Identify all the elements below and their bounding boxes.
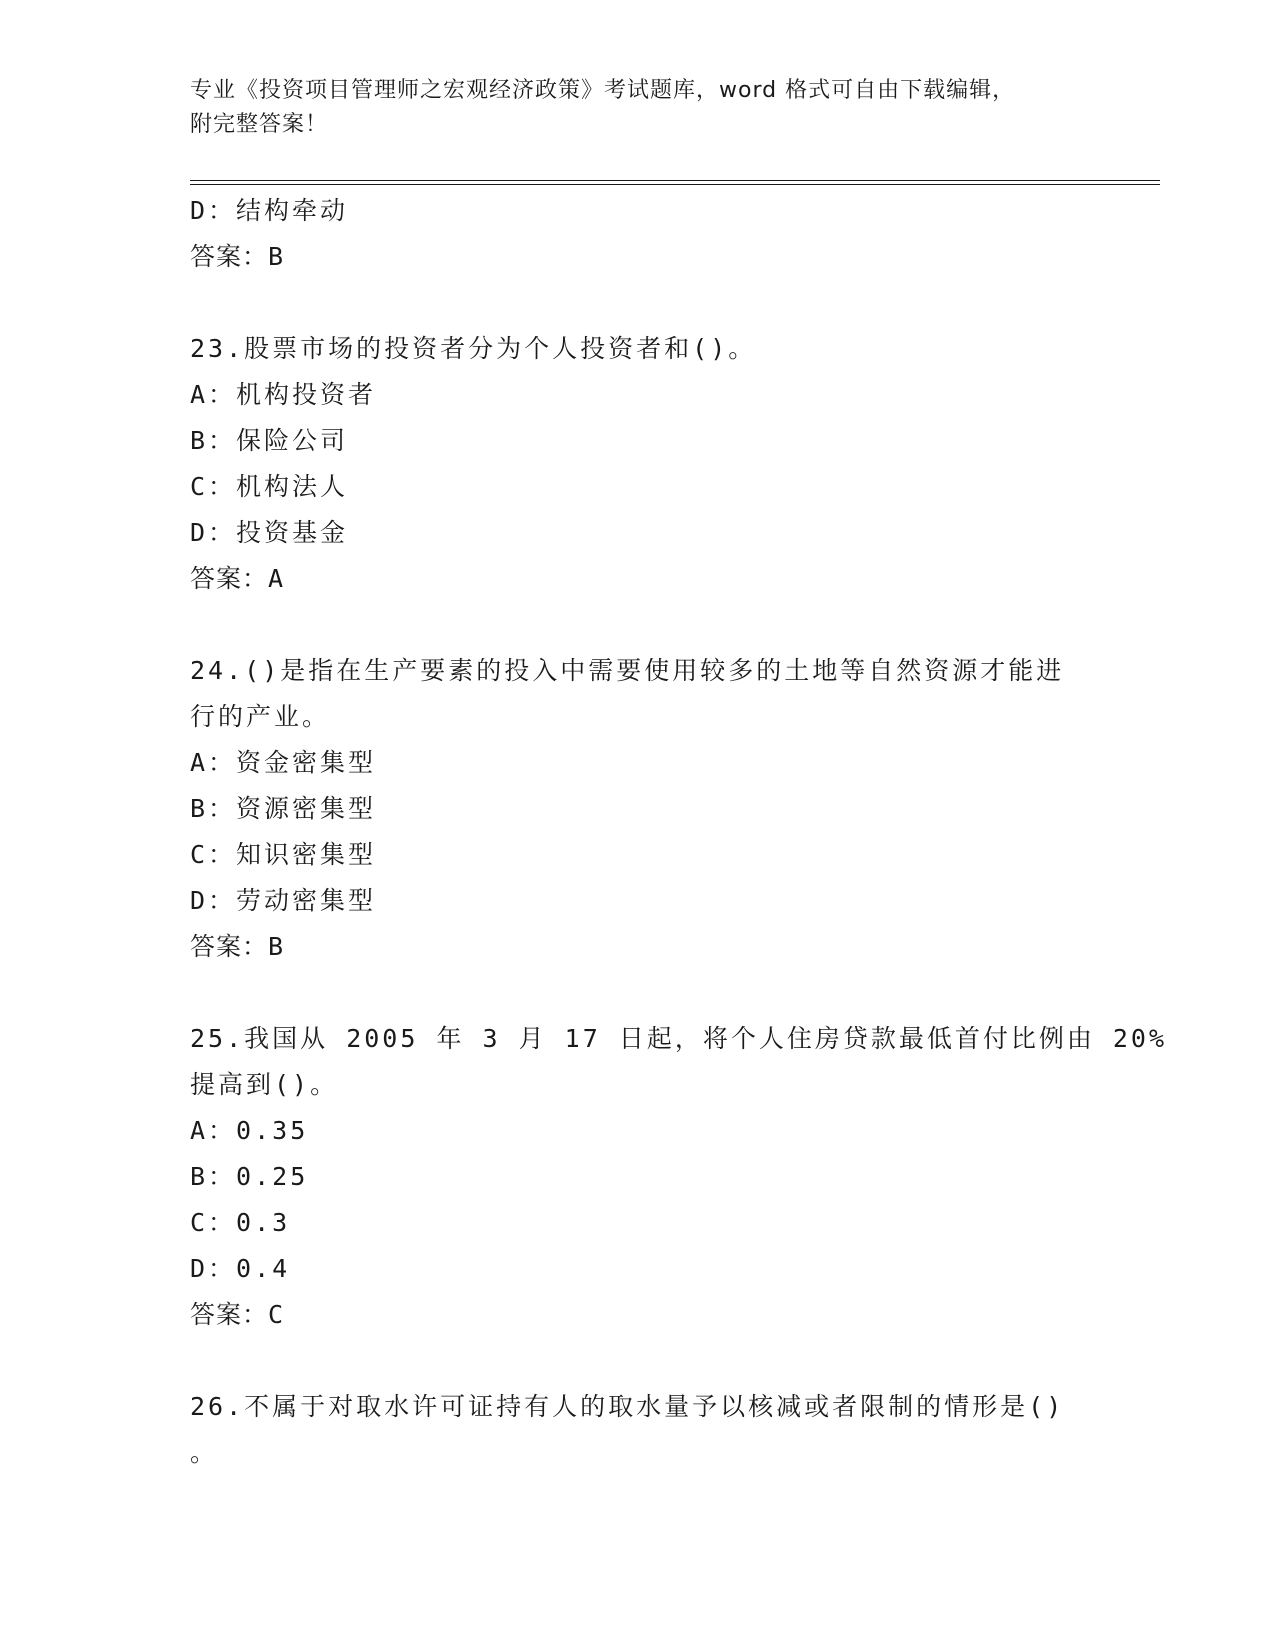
question-23-option-a: A：机构投资者: [190, 380, 377, 409]
answer-key: C: [268, 1300, 285, 1329]
question-24-option-a: A：资金密集型: [190, 748, 377, 777]
question-24-option-c: C：知识密集型: [190, 840, 377, 869]
answer-key: B: [268, 932, 285, 961]
question-list: [190, 188, 1168, 1476]
question-25-stem-line-2: 提高到()。: [190, 1070, 339, 1099]
prev-option-d: D：结构牵动: [190, 196, 349, 225]
answer-label: 答案：: [190, 564, 269, 593]
prev-answer: [190, 234, 1090, 280]
answer-key: B: [268, 242, 285, 271]
question-24-stem-line-1: 24.()是指在生产要素的投入中需要使用较多的土地等自然资源才能进: [190, 656, 1065, 685]
question-24-answer: [190, 924, 1090, 970]
question-23-stem: 23.股票市场的投资者分为个人投资者和()。: [190, 334, 757, 363]
answer-key: A: [268, 564, 285, 593]
question-26-stem-line-2: 。: [190, 1438, 219, 1467]
question-25-option-b: B：0.25: [190, 1162, 309, 1191]
spacer: [190, 970, 1090, 1016]
question-26-stem-line-1: 26.不属于对取水许可证持有人的取水量予以核减或者限制的情形是(): [190, 1392, 1065, 1421]
spacer: [190, 602, 1090, 648]
question-25-option-c: C：0.3: [190, 1208, 291, 1237]
answer-label: 答案：: [190, 932, 269, 961]
question-23-answer: [190, 556, 1090, 602]
question-25-option-d: D：0.4: [190, 1254, 291, 1283]
spacer: [190, 1338, 1090, 1384]
question-24-option-b: B：资源密集型: [190, 794, 377, 823]
question-23-option-d: D：投资基金: [190, 518, 349, 547]
question-23-option-c: C：机构法人: [190, 472, 349, 501]
question-25-option-a: A：0.35: [190, 1116, 309, 1145]
question-25-stem-line-1: 25.我国从 2005 年 3 月 17 日起，将个人住房贷款最低首付比例由 20%: [190, 1024, 1168, 1053]
header-divider-bottom: [190, 184, 1160, 185]
header-line-2: 附完整答案！: [190, 112, 329, 137]
question-24-stem-line-2: 行的产业。: [190, 702, 331, 731]
answer-label: 答案：: [190, 1300, 269, 1329]
spacer: [190, 280, 1090, 326]
header-divider-top: [190, 180, 1160, 181]
question-24-option-d: D：劳动密集型: [190, 886, 377, 915]
answer-label: 答案：: [190, 242, 269, 271]
question-25-answer: [190, 1292, 1090, 1338]
header-line-1: 专业《投资项目管理师之宏观经济政策》考试题库，word 格式可自由下载编辑，: [190, 78, 1016, 103]
question-23-option-b: B：保险公司: [190, 426, 349, 455]
page-header: [190, 74, 1090, 142]
